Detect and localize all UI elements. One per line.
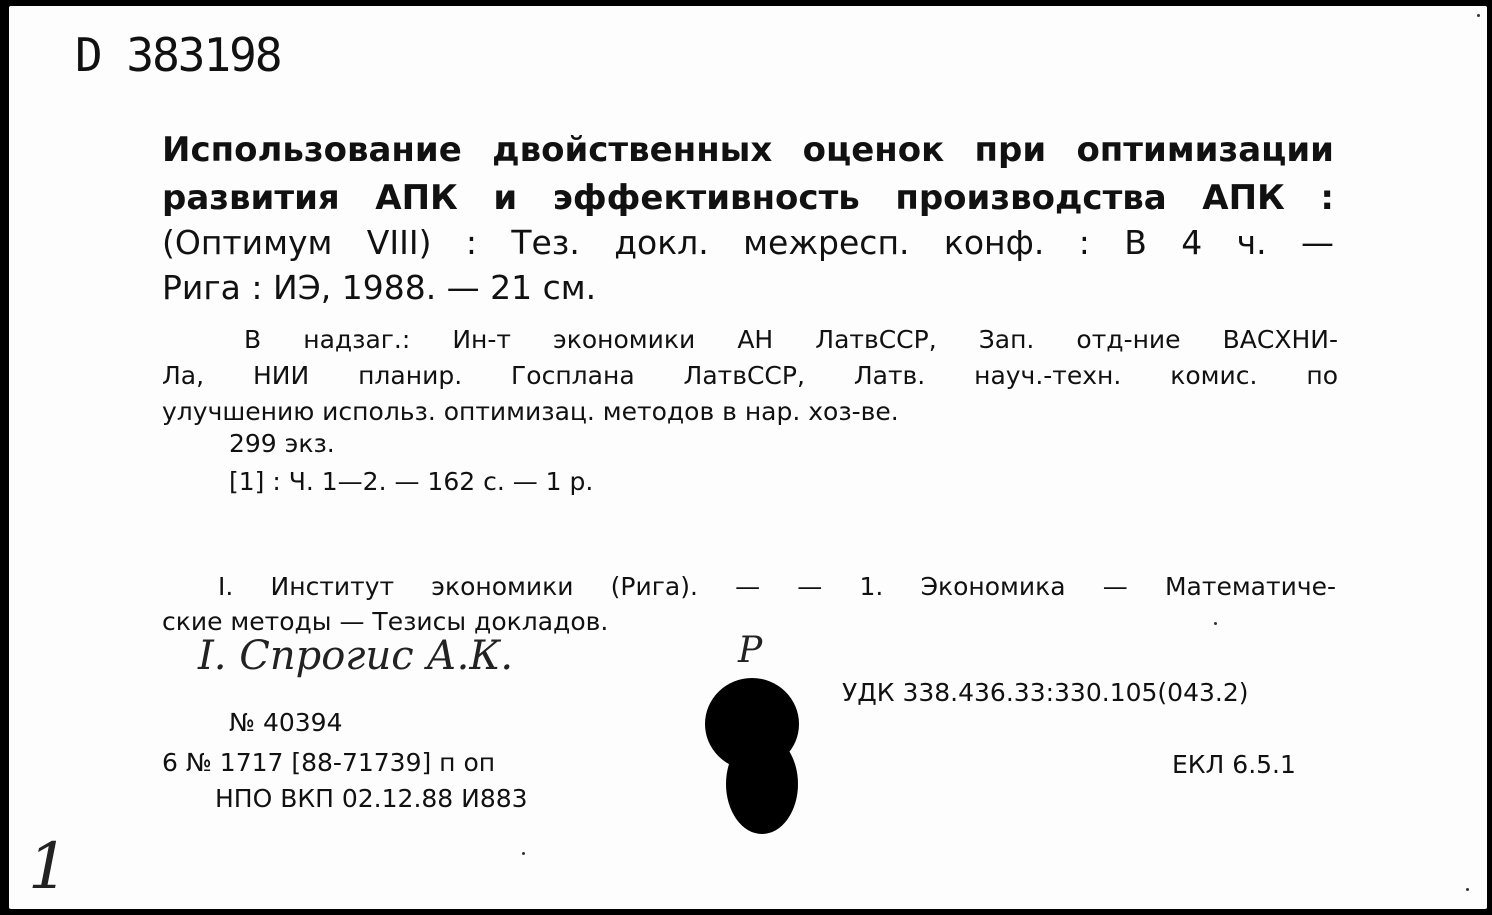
ink-blot — [700, 678, 804, 836]
handwritten-number: 1 — [28, 830, 69, 904]
handwritten-authors: I. Спрогис А.К. — [198, 633, 514, 679]
udc-code: УДК 338.436.33:330.105(043.2) — [842, 678, 1249, 707]
title-line-1: Использование двойственных оценок при оптимизации — [162, 130, 1334, 170]
record-number: № 40394 — [229, 708, 343, 737]
subject-line-2: ские методы — Тезисы докладов. — [162, 607, 609, 636]
speck — [522, 852, 525, 855]
note-line-1: В надзаг.: Ин-т экономики АН ЛатвССР, Зап. отд-ние ВАСХНИ- — [244, 325, 1338, 354]
speck — [1214, 622, 1217, 625]
volume-info: [1] : Ч. 1—2. — 162 с. — 1 р. — [229, 467, 594, 496]
speck — [1477, 14, 1480, 17]
subject-line-1: I. Институт экономики (Рига). — — 1. Экономика — Математиче- — [218, 572, 1336, 601]
note-line-2: Ла, НИИ планир. Госплана ЛатвССР, Латв. науч.-техн. комис. по — [162, 361, 1338, 390]
ekl-code: ЕКЛ 6.5.1 — [1172, 750, 1296, 779]
note-line-3: улучшению использ. оптимизац. методов в нар. хоз-ве. — [162, 397, 899, 426]
copies: 299 экз. — [229, 429, 335, 458]
order-line: 6 № 1717 [88-71739] п оп — [162, 748, 496, 777]
title-line-3: (Оптимум VIII) : Тез. докл. межресп. конф. : В 4 ч. — — [162, 223, 1334, 262]
title-line-2: развития АПК и эффективность производства АПК : — [162, 178, 1334, 218]
call-number: D 383198 — [75, 28, 281, 82]
publisher-line: НПО ВКП 02.12.88 И883 — [215, 784, 528, 813]
speck — [1466, 888, 1469, 891]
title-line-4: Рига : ИЭ, 1988. — 21 см. — [162, 268, 597, 307]
handwritten-mark: Р — [738, 630, 763, 671]
